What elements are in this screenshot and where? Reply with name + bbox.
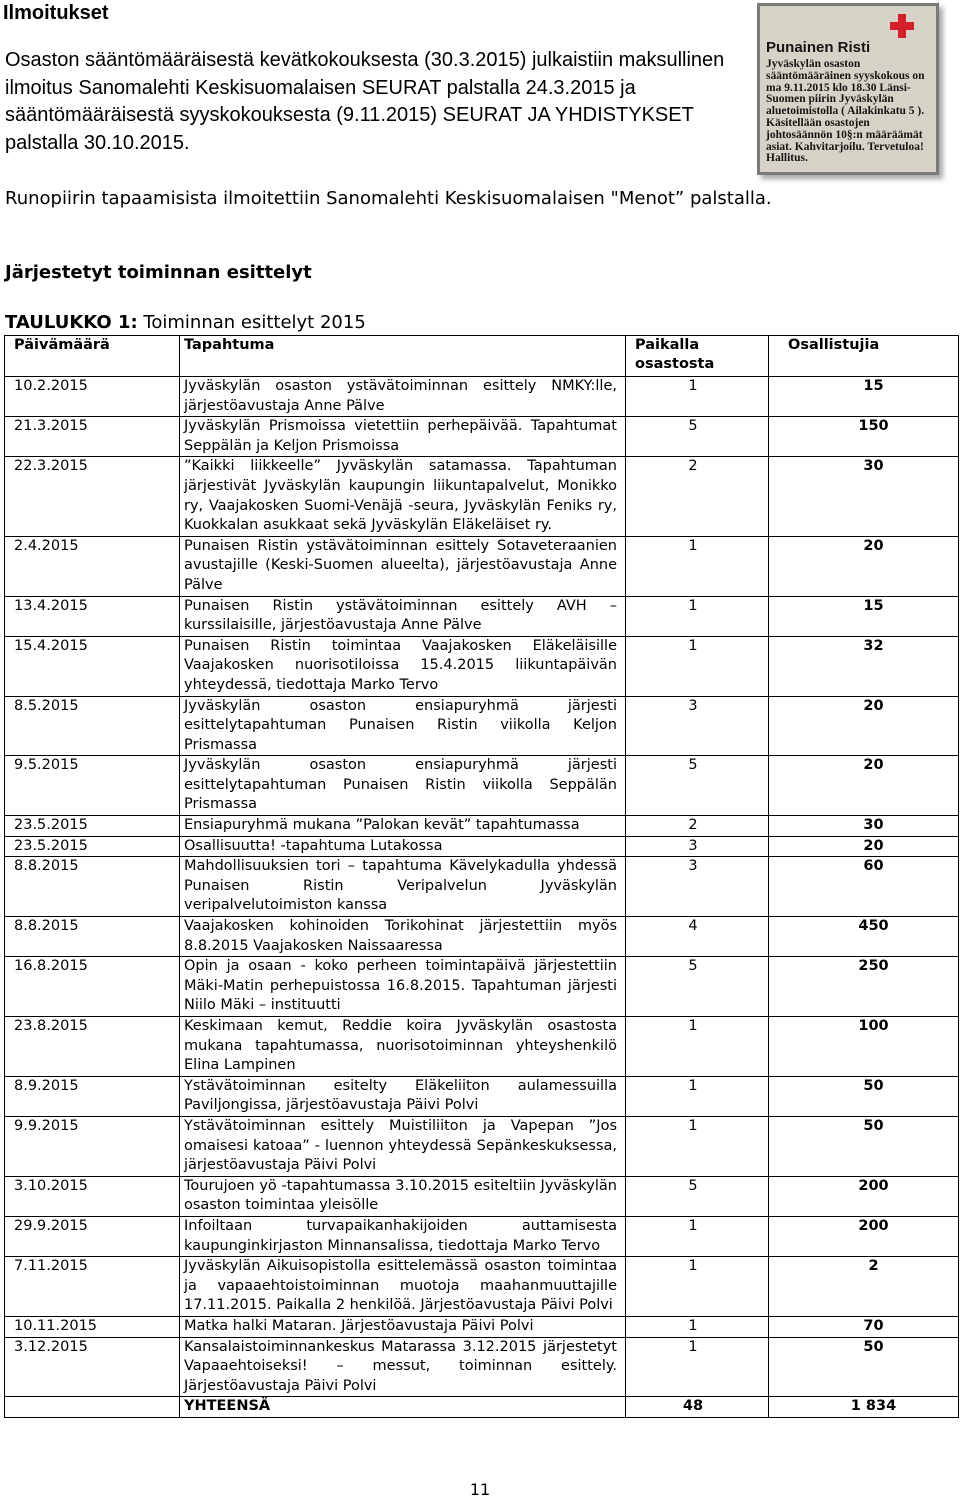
cell-paikalla: 5 (626, 417, 769, 457)
cell-event: ”Kaikki liikkeelle” Jyväskylän satamassa. Tapahtuman järjestivät Jyväskylän kaupungin liikuntapalvelut, Monikko ry, Vaajakosken Suomi-Venäjä -seura, Jyväskylän Feniks ry, Kuokkalan asukkaat sekä Jyväskylän Eläkeläiset ry. (180, 457, 626, 536)
cell-event: Punaisen Ristin ystävätoiminnan esittely Sotaveteraanien avustajille (Keski-Suomen alueelta), järjestöavustaja Anne Pälve (180, 536, 626, 596)
table-row (5, 1017, 959, 1077)
cell-osallistujia: 150 (769, 417, 959, 457)
cell-date: 8.9.2015 (5, 1076, 180, 1116)
cell-date: 23.8.2015 (5, 1017, 180, 1077)
cell-paikalla: 1 (626, 1017, 769, 1077)
cell-date: 29.9.2015 (5, 1216, 180, 1256)
cell-date: 8.8.2015 (5, 917, 180, 957)
cell-osallistujia: 32 (769, 636, 959, 696)
cell-paikalla: 1 (626, 596, 769, 636)
cell-total-paikalla: 48 (626, 1397, 769, 1418)
events-table (4, 335, 959, 1418)
cell-osallistujia: 30 (769, 816, 959, 837)
cell-date: 8.5.2015 (5, 696, 180, 756)
cell-paikalla: 5 (626, 1176, 769, 1216)
cell-date: 3.12.2015 (5, 1337, 180, 1397)
cell-paikalla: 4 (626, 917, 769, 957)
cell-osallistujia: 200 (769, 1176, 959, 1216)
cell-event: Mahdollisuuksien tori – tapahtuma Kävelykadulla yhdessä Punaisen Ristin Veripalvelun Jyväskylän veripalvelutoimiston kanssa (180, 857, 626, 917)
cell-paikalla: 1 (626, 636, 769, 696)
table-row (5, 1216, 959, 1256)
cell-event: Tourujoen yö -tapahtumassa 3.10.2015 esiteltiin Jyväskylän osaston toimintaa yleisölle (180, 1176, 626, 1216)
cell-date: 8.8.2015 (5, 857, 180, 917)
table-row (5, 816, 959, 837)
cell-total-empty (5, 1397, 180, 1418)
red-cross-icon (890, 14, 914, 38)
clipping-brand: Punainen Risti (766, 39, 871, 56)
cell-osallistujia: 250 (769, 957, 959, 1017)
newspaper-clipping (757, 3, 939, 175)
header-paikalla: Paikalla osastosta (626, 336, 769, 377)
header-event: Tapahtuma (180, 336, 626, 377)
cell-date: 2.4.2015 (5, 536, 180, 596)
cell-date: 23.5.2015 (5, 836, 180, 857)
table-row (5, 1076, 959, 1116)
cell-paikalla: 1 (626, 1337, 769, 1397)
cell-event: Jyväskylän osaston ystävätoiminnan esittely NMKY:lle, järjestöavustaja Anne Pälve (180, 377, 626, 417)
clipping-text: Jyväskylän osaston sääntömääräinen syyskokous on ma 9.11.2015 klo 18.30 Länsi-Suomen piirin Jyväskylän aluetoimistolla ( Ailakinkatu 5 ). Käsitellään osastojen johtosäännön 10§:n määräämät asiat. Kahvitarjoilu. Tervetuloa! Hallitus. (766, 58, 925, 165)
cell-osallistujia: 20 (769, 536, 959, 596)
cell-event: Osallisuutta! -tapahtuma Lutakossa (180, 836, 626, 857)
cell-osallistujia: 15 (769, 596, 959, 636)
cell-date: 16.8.2015 (5, 957, 180, 1017)
table-row (5, 857, 959, 917)
cell-osallistujia: 450 (769, 917, 959, 957)
cell-date: 13.4.2015 (5, 596, 180, 636)
cell-osallistujia: 50 (769, 1116, 959, 1176)
cell-total-label: YHTEENSÄ (180, 1397, 626, 1418)
cell-paikalla: 3 (626, 696, 769, 756)
cell-osallistujia: 20 (769, 696, 959, 756)
runopiiri-paragraph: Runopiirin tapaamisista ilmoitettiin Sanomalehti Keskisuomalaisen "Menot” palstalla. (5, 188, 772, 209)
table-body (5, 377, 959, 1418)
cell-event: Ystävätoiminnan esittely Muistiliiton ja Vapepan ”Jos omaisesi katoaa” - luennon yhteydessä Sepänkeskuksessa, järjestöavustaja Päivi Polvi (180, 1116, 626, 1176)
cell-osallistujia: 15 (769, 377, 959, 417)
cell-event: Ensiapuryhmä mukana ”Palokan kevät” tapahtumassa (180, 816, 626, 837)
table-row (5, 417, 959, 457)
table-row (5, 596, 959, 636)
cell-date: 23.5.2015 (5, 816, 180, 837)
cell-osallistujia: 100 (769, 1017, 959, 1077)
cell-total-osallistujia: 1 834 (769, 1397, 959, 1418)
cell-paikalla: 5 (626, 756, 769, 816)
cell-osallistujia: 50 (769, 1337, 959, 1397)
page-number: 11 (469, 1480, 491, 1499)
cell-event: Jyväskylän osaston ensiapuryhmä järjesti esittelytapahtuman Punaisen Ristin viikolla Keljon Prismassa (180, 696, 626, 756)
table-row (5, 1176, 959, 1216)
cell-paikalla: 1 (626, 1316, 769, 1337)
table-row (5, 377, 959, 417)
table-caption-text: Toiminnan esittelyt 2015 (137, 312, 366, 333)
cell-event: Vaajakosken kohinoiden Torikohinat järjestettiin myös 8.8.2015 Vaajakosken Naissaaressa (180, 917, 626, 957)
cell-event: Opin ja osaan - koko perheen toimintapäivä järjestettiin Mäki-Matin perhepuistossa 16.8.2015. Tapahtuman järjesti Niilo Mäki – instituutti (180, 957, 626, 1017)
cell-paikalla: 1 (626, 536, 769, 596)
section-title: Järjestetyt toiminnan esittelyt (5, 262, 312, 283)
cell-paikalla: 2 (626, 457, 769, 536)
cell-osallistujia: 20 (769, 836, 959, 857)
cell-paikalla: 1 (626, 1116, 769, 1176)
table-row (5, 756, 959, 816)
cell-event: Matka halki Mataran. Järjestöavustaja Päivi Polvi (180, 1316, 626, 1337)
cell-date: 21.3.2015 (5, 417, 180, 457)
table-caption (5, 312, 366, 333)
cell-event: Keskimaan kemut, Reddie koira Jyväskylän osastosta mukana tapahtumassa, nuorisotoiminnan yhteyshenkilö Elina Lampinen (180, 1017, 626, 1077)
table-row (5, 536, 959, 596)
cell-event: Jyväskylän Prismoissa vietettiin perhepäivää. Tapahtumat Seppälän ja Keljon Prismoissa (180, 417, 626, 457)
cell-paikalla: 1 (626, 1076, 769, 1116)
page-heading: Ilmoitukset (3, 2, 109, 24)
cell-date: 9.5.2015 (5, 756, 180, 816)
cell-date: 15.4.2015 (5, 636, 180, 696)
cell-event: Infoiltaan turvapaikanhakijoiden auttamisesta kaupunginkirjaston Minnansalissa, tiedottaja Marko Tervo (180, 1216, 626, 1256)
cell-osallistujia: 50 (769, 1076, 959, 1116)
table-caption-label: TAULUKKO 1: (5, 312, 138, 333)
cell-paikalla: 2 (626, 816, 769, 837)
cell-paikalla: 1 (626, 377, 769, 417)
cell-paikalla: 1 (626, 1257, 769, 1317)
cell-date: 10.2.2015 (5, 377, 180, 417)
table-row (5, 636, 959, 696)
cell-date: 22.3.2015 (5, 457, 180, 536)
header-date: Päivämäärä (5, 336, 180, 377)
cell-date: 3.10.2015 (5, 1176, 180, 1216)
table-row (5, 457, 959, 536)
cell-date: 10.11.2015 (5, 1316, 180, 1337)
cell-paikalla: 5 (626, 957, 769, 1017)
cell-event: Jyväskylän osaston ensiapuryhmä järjesti esittelytapahtuman Punaisen Ristin viikolla Seppälän Prismassa (180, 756, 626, 816)
cell-paikalla: 1 (626, 1216, 769, 1256)
table-header-row (5, 336, 959, 377)
intro-paragraph: Osaston sääntömääräisestä kevätkokouksesta (30.3.2015) julkaistiin maksullinen ilmoitus Sanomalehti Keskisuomalaisen SEURAT palstalla 24.3.2015 ja sääntömääräisestä syyskokouksesta (9.11.2015) SEURAT JA YHDISTYKSET palstalla 30.10.2015. (5, 49, 725, 154)
table-row (5, 696, 959, 756)
table-row (5, 1116, 959, 1176)
cell-osallistujia: 20 (769, 756, 959, 816)
table-row (5, 1337, 959, 1397)
cell-event: Punaisen Ristin ystävätoiminnan esittely AVH – kurssilaisille, järjestöavustaja Anne Pälve (180, 596, 626, 636)
cell-event: Ystävätoiminnan esitelty Eläkeliiton aulamessuilla Paviljongissa, järjestöavustaja Päivi Polvi (180, 1076, 626, 1116)
cell-paikalla: 3 (626, 857, 769, 917)
cell-date: 7.11.2015 (5, 1257, 180, 1317)
cell-osallistujia: 30 (769, 457, 959, 536)
table-row (5, 836, 959, 857)
cell-osallistujia: 60 (769, 857, 959, 917)
cell-event: Jyväskylän Aikuisopistolla esittelemässä osaston toimintaa ja vapaaehtoistoiminnan muotoja maahanmuuttajille 17.11.2015. Paikalla 2 henkilöä. Järjestöavustaja Päivi Polvi (180, 1257, 626, 1317)
table-row (5, 1316, 959, 1337)
table-row (5, 957, 959, 1017)
table-total-row (5, 1397, 959, 1418)
cell-osallistujia: 2 (769, 1257, 959, 1317)
cell-date: 9.9.2015 (5, 1116, 180, 1176)
header-osallistujia: Osallistujia (769, 336, 959, 377)
table-row (5, 917, 959, 957)
cell-event: Kansalaistoiminnankeskus Matarassa 3.12.2015 järjestetyt Vapaaehtoiseksi! – messut, toiminnan esittely. Järjestöavustaja Päivi Polvi (180, 1337, 626, 1397)
table-row (5, 1257, 959, 1317)
cell-event: Punaisen Ristin toimintaa Vaajakosken Eläkeläisille Vaajakosken nuorisotiloissa 15.4.2015 liikuntapäivän yhteydessä, tiedottaja Marko Tervo (180, 636, 626, 696)
cell-osallistujia: 70 (769, 1316, 959, 1337)
cell-paikalla: 3 (626, 836, 769, 857)
cell-osallistujia: 200 (769, 1216, 959, 1256)
